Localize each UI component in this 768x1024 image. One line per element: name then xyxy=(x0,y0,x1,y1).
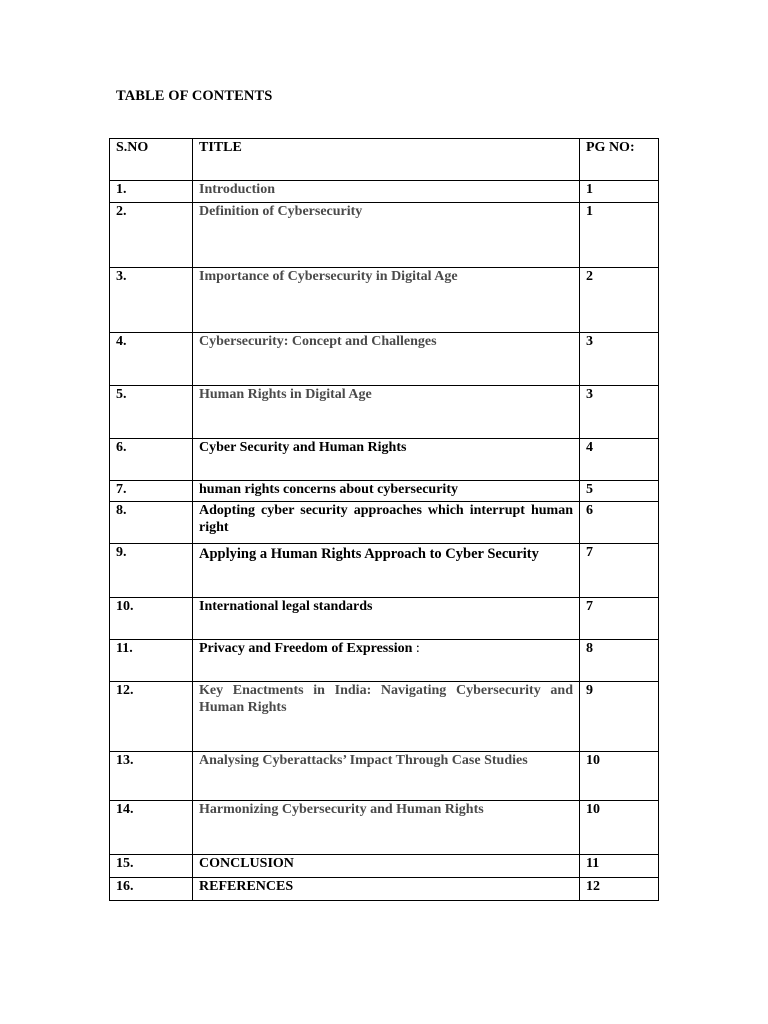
row-page: 2 xyxy=(580,268,659,333)
row-sno: 8. xyxy=(110,502,193,544)
row-title-link[interactable]: Importance of Cybersecurity in Digital Age xyxy=(193,268,580,333)
table-row xyxy=(110,598,659,640)
row-title-suffix: : xyxy=(412,641,420,656)
row-page: 10 xyxy=(580,752,659,801)
row-title: Adopting cyber security approaches which interrupt human right xyxy=(193,502,580,544)
row-title-link[interactable]: Definition of Cybersecurity xyxy=(193,203,580,268)
row-sno: 4. xyxy=(110,333,193,386)
row-sno: 9. xyxy=(110,544,193,598)
row-title: Applying a Human Rights Approach to Cyber Security xyxy=(193,544,580,598)
row-page: 8 xyxy=(580,640,659,682)
row-title-link[interactable]: Human Rights in Digital Age xyxy=(193,386,580,439)
row-page: 11 xyxy=(580,855,659,878)
table-row xyxy=(110,682,659,752)
row-page: 7 xyxy=(580,598,659,640)
row-sno: 7. xyxy=(110,481,193,502)
row-page: 3 xyxy=(580,333,659,386)
table-header-row xyxy=(110,139,659,181)
table-row xyxy=(110,544,659,598)
table-row xyxy=(110,268,659,333)
row-page: 12 xyxy=(580,878,659,901)
table-row xyxy=(110,502,659,544)
table-row xyxy=(110,801,659,855)
row-sno: 5. xyxy=(110,386,193,439)
table-row xyxy=(110,386,659,439)
row-page: 6 xyxy=(580,502,659,544)
header-sno: S.NO xyxy=(110,139,193,181)
row-title: Cyber Security and Human Rights xyxy=(193,439,580,481)
row-page: 1 xyxy=(580,181,659,203)
table-row xyxy=(110,181,659,203)
row-title-link[interactable]: Cybersecurity: Concept and Challenges xyxy=(193,333,580,386)
page-title: TABLE OF CONTENTS xyxy=(116,88,273,104)
table-row xyxy=(110,640,659,682)
row-page: 4 xyxy=(580,439,659,481)
row-title-link[interactable]: Harmonizing Cybersecurity and Human Rights xyxy=(193,801,580,855)
row-title-link[interactable]: Key Enactments in India: Navigating Cybersecurity and Human Rights xyxy=(193,682,580,752)
row-page: 5 xyxy=(580,481,659,502)
row-sno: 14. xyxy=(110,801,193,855)
row-sno: 11. xyxy=(110,640,193,682)
row-page: 3 xyxy=(580,386,659,439)
row-page: 10 xyxy=(580,801,659,855)
row-page: 1 xyxy=(580,203,659,268)
table-row xyxy=(110,481,659,502)
row-title: REFERENCES xyxy=(193,878,580,901)
table-row xyxy=(110,439,659,481)
row-sno: 12. xyxy=(110,682,193,752)
row-sno: 10. xyxy=(110,598,193,640)
row-page: 7 xyxy=(580,544,659,598)
row-title-link[interactable]: Introduction xyxy=(193,181,580,203)
row-sno: 6. xyxy=(110,439,193,481)
table-row xyxy=(110,752,659,801)
row-sno: 3. xyxy=(110,268,193,333)
row-sno: 2. xyxy=(110,203,193,268)
row-sno: 15. xyxy=(110,855,193,878)
row-page: 9 xyxy=(580,682,659,752)
row-title: CONCLUSION xyxy=(193,855,580,878)
header-page: PG NO: xyxy=(580,139,659,181)
row-title-link[interactable]: Analysing Cyberattacks’ Impact Through Case Studies xyxy=(193,752,580,801)
row-title xyxy=(193,640,580,682)
header-title: TITLE xyxy=(193,139,580,181)
row-title: International legal standards xyxy=(193,598,580,640)
row-sno: 16. xyxy=(110,878,193,901)
row-title-text: Privacy and Freedom of Expression xyxy=(199,641,413,656)
table-row xyxy=(110,203,659,268)
row-sno: 13. xyxy=(110,752,193,801)
table-row xyxy=(110,333,659,386)
row-sno: 1. xyxy=(110,181,193,203)
table-row xyxy=(110,855,659,878)
row-title: human rights concerns about cybersecurity xyxy=(193,481,580,502)
table-row xyxy=(110,878,659,901)
toc-table xyxy=(109,138,659,901)
